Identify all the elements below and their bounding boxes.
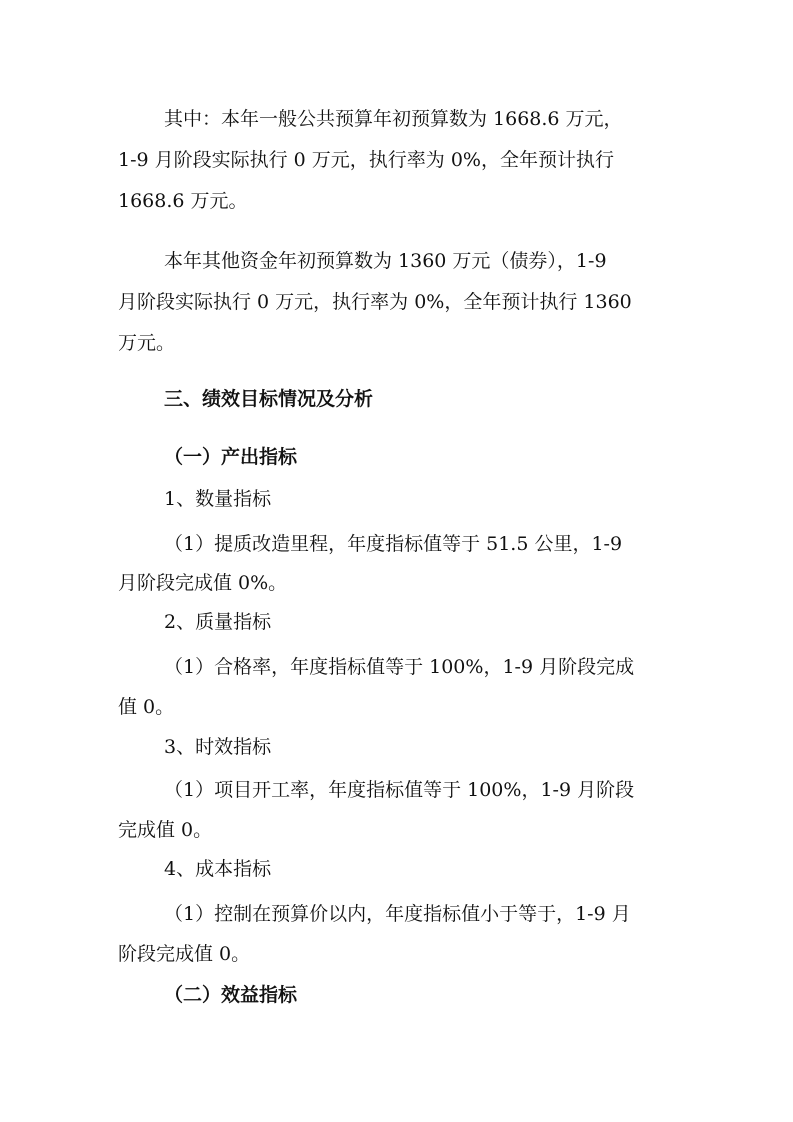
paragraph-line: 本年其他资金年初预算数为 1360 万元（债券），1-9 (164, 250, 607, 272)
paragraph-line: （1）控制在预算价以内，年度指标值小于等于，1-9 月 (164, 903, 631, 925)
paragraph-line: 阶段完成值 0。 (118, 943, 251, 965)
paragraph-line: 1668.6 万元。 (118, 190, 248, 212)
item-heading: 4、成本指标 (164, 858, 272, 880)
paragraph-line: 月阶段完成值 0%。 (118, 572, 288, 594)
paragraph-line: （1）项目开工率，年度指标值等于 100%，1-9 月阶段 (164, 779, 635, 801)
item-heading: 1、数量指标 (164, 488, 272, 510)
paragraph-line: （1）提质改造里程，年度指标值等于 51.5 公里，1-9 (164, 533, 623, 555)
paragraph-line: 完成值 0。 (118, 819, 213, 841)
section-heading: 三、绩效目标情况及分析 (164, 388, 374, 410)
item-heading: 2、质量指标 (164, 611, 272, 633)
paragraph-line: 万元。 (118, 332, 176, 354)
paragraph-line: 1-9 月阶段实际执行 0 万元，执行率为 0%，全年预计执行 (118, 149, 614, 171)
paragraph-line: （1）合格率，年度指标值等于 100%，1-9 月阶段完成 (164, 656, 635, 678)
subsection-heading: （二）效益指标 (164, 984, 298, 1006)
paragraph-line: 值 0。 (118, 696, 175, 718)
subsection-heading: （一）产出指标 (164, 446, 298, 468)
paragraph-line: 月阶段实际执行 0 万元，执行率为 0%，全年预计执行 1360 (118, 291, 632, 313)
item-heading: 3、时效指标 (164, 736, 272, 758)
paragraph-line: 其中：本年一般公共预算年初预算数为 1668.6 万元， (164, 108, 623, 130)
